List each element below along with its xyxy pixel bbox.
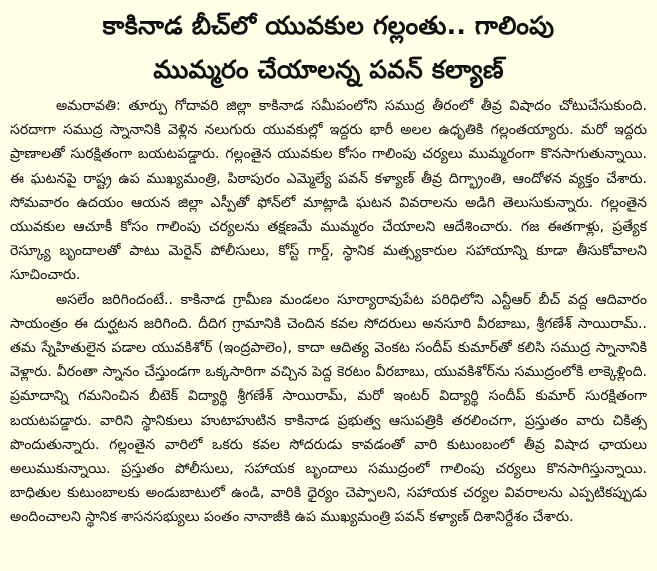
headline — [10, 4, 647, 92]
paragraph-1: అమరావతి: తూర్పు గోదావరి జిల్లా కాకినాడ సమీపంలోని సముద్ర తీరంలో తీవ్ర విషాదం చోటుచేసుకుంది. సరదాగా సముద్ర స్నానానికి వెళ్లిన నలుగురు యువకుల్లో ఇద్దరు భారీ అలల ఉధృతికి గల్లంతయ్యారు. మరో ఇద్దరు ప్రాణాలతో సురక్షితంగా బయటపడ్డారు. గల్లంతైన యువకుల కోసం గాలింపు చర్యలు ముమ్మరంగా కొనసాగుతున్నాయి. ఈ ఘటనపై రాష్ట్ర ఉప ముఖ్యమంత్రి, పిఠాపురం ఎమ్మెల్యే పవన్ కళ్యాణ్ తీవ్ర దిగ్భ్రాంతి, ఆందోళన వ్యక్తం చేశారు. సోమవారం ఉదయం ఆయన జిల్లా ఎస్పీతో ఫోన్‌లో మాట్లాడి ఘటన వివరాలను అడిగి తెలుసుకున్నారు. గల్లంతైన యువకుల ఆచూకీ కోసం గాలింపు చర్యలను తక్షణమే ముమ్మరం చేయాలని ఆదేశించారు. గజ ఈతగాళ్లు, ప్రత్యేక రెస్క్యూ బృందాలతో పాటు మెరైన్ పోలీసులు, కోస్ట్ గార్డ్, స్థానిక మత్స్యకారుల సహాయాన్ని కూడా తీసుకోవాలని సూచించారు. — [10, 98, 647, 284]
headline-line-1: కాకినాడ బీచ్‌లో యువకుల గల్లంతు.. గాలింపు — [102, 11, 555, 40]
headline-line-2: ముమ్మరం చేయాలన్న పవన్ కల్యాణ్ — [153, 55, 504, 84]
article-body — [10, 94, 647, 530]
paragraph-2: అసలేం జరిగిందంటే.. కాకినాడ గ్రామీణ మండలం సూర్యారావుపేట పరిధిలోని ఎన్టీఆర్ బీచ్ వద్ద ఆదివారం సాయంత్రం ఈ దుర్ఘటన జరిగింది. దీదిగ గ్రామానికి చెందిన కవల సోదరులు అనసూరి వీరబాబు, శ్రీగణేశ్ సాయిరామ్.. తమ స్నేహితులైన పడాల యువకిశోర్ (ఇంద్రపాలెం), కాదా ఆదిత్య వెంకట సందీప్ కుమార్‌తో కలిసి సముద్ర స్నానానికి వెళ్లారు. వీరంతా స్నానం చేస్తుండగా ఒక్కసారిగా వచ్చిన పెద్ద కెరటం వీరబాబు, యువకిశోర్‌ను సముద్రంలోకి లాక్కెళ్లింది. ప్రమాదాన్ని గమనించిన బీటెక్ విద్యార్థి శ్రీగణేశ్ సాయిరామ్, మరో ఇంటర్ విద్యార్థి సందీప్ కుమార్ సురక్షితంగా బయటపడ్డారు. వారిని స్థానికులు హుటాహుటిన కాకినాడ ప్రభుత్వ ఆసుపత్రికి తరలించగా, ప్రస్తుతం వారు చికిత్స పొందుతున్నారు. గల్లంతైన వారిలో ఒకరు కవల సోదరుడు కావడంతో వారి కుటుంబంలో తీవ్ర విషాద ఛాయలు అలుముకున్నాయి. ప్రస్తుతం పోలీసులు, సహాయక బృందాలు సముద్రంలో గాలింపు చర్యలు కొనసాగిస్తున్నాయి. బాధితుల కుటుంబాలకు అండుబాటులో ఉండి, వారికి ధైర్యం చెప్పాలని, సహాయక చర్యల వివరాలను ఎప్పటికప్పుడు అందించాలని స్థానిక శాసనసభ్యులు పంతం నానాజీకి ఉప ముఖ్యమంత్రి పవన్ కళ్యాణ్ దిశానిర్దేశం చేశారు. — [10, 291, 647, 526]
